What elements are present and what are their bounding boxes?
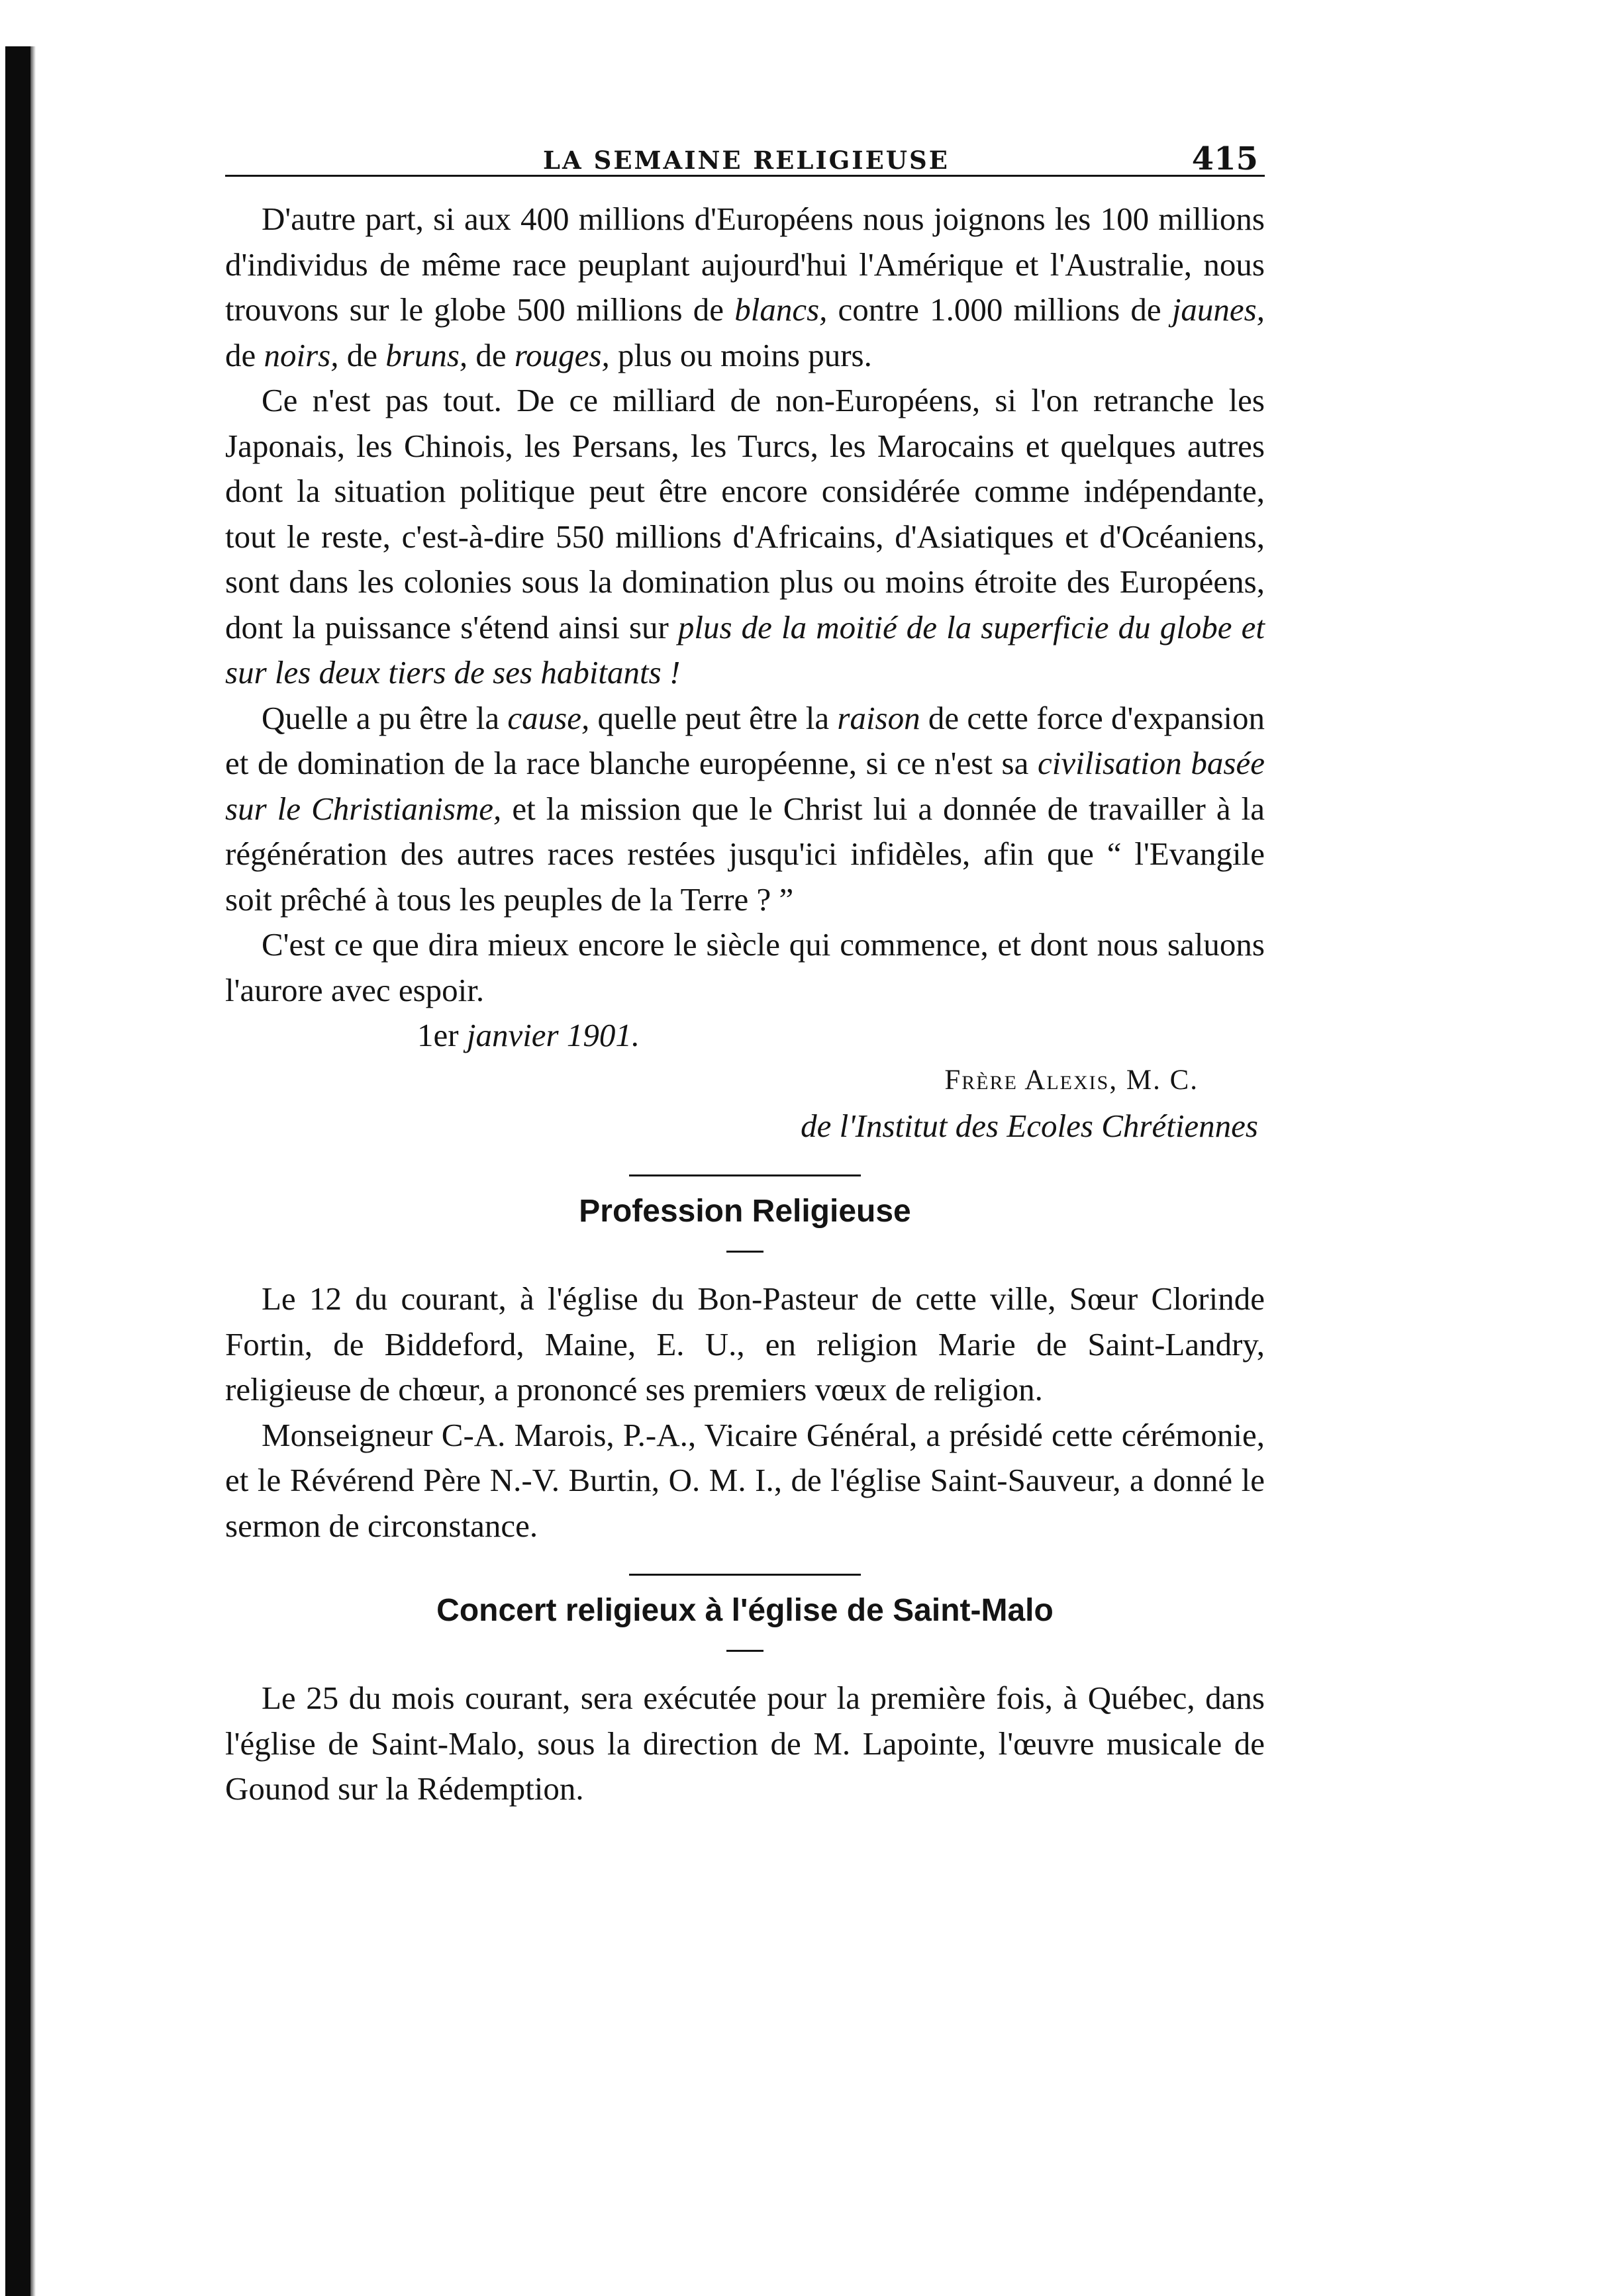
section-title: Profession Religieuse — [579, 1194, 911, 1229]
section-divider — [629, 1174, 861, 1176]
paragraph: Le 12 du courant, à l'église du Bon-Pasteur de cette ville, Sœur Clorinde Fortin, de Biddeford, Maine, E. U., en religion Marie de Saint-Landry, religieuse de chœur, a prononcé ses premiers vœux de religion. — [225, 1280, 1265, 1408]
dateline: 1er janvier 1901. — [417, 1017, 640, 1053]
page — [225, 126, 1265, 1812]
paragraph: Quelle a pu être la cause, quelle peut être la raison de cette force d'expansion et de domination de la race blanche européenne, si ce n'est sa civilisation basée sur le Christianisme, et la mission que le Christ lui a donnée de travailler à la régénération des autres races restées jusqu'ici infidèles, afin que “ l'Evangile soit prêché à tous les peuples de la Terre ? ” — [225, 699, 1265, 918]
running-title: LA SEMAINE RELIGIEUSE — [543, 146, 950, 175]
paragraph: Le 25 du mois courant, sera exécutée pour la première fois, à Québec, dans l'église de Saint-Malo, sous la direction de M. Lapointe, l'œuvre musicale de Gounod sur la Rédemption. — [225, 1680, 1265, 1807]
section-title: Concert religieux à l'église de Saint-Malo — [436, 1593, 1054, 1628]
paragraph: Monseigneur C-A. Marois, P.-A., Vicaire Général, a présidé cette cérémonie, et le Révérend Père N.-V. Burtin, O. M. I., de l'église Saint-Sauveur, a donné le sermon de circonstance. — [225, 1416, 1265, 1544]
paragraph: Ce n'est pas tout. De ce milliard de non-Européens, si l'on retranche les Japonais, les Chinois, les Persans, les Turcs, les Marocains et quelques autres dont la situation politique peut être encore considérée comme indépendante, tout le reste, c'est-à-dire 550 millions d'Africains, d'Asiatiques et d'Océaniens, sont dans les colonies sous la domination plus ou moins étroite des Européens, dont la puissance s'étend ainsi sur plus de la moitié de la superficie du globe et sur les deux tiers de ses habitants ! — [225, 382, 1265, 691]
signature: Frère Alexis, M. C. — [944, 1065, 1199, 1096]
paragraph: D'autre part, si aux 400 millions d'Européens nous joignons les 100 millions d'individus de même race peuplant aujourd'hui l'Amérique et l'Australie, nous trouvons sur le globe 500 millions de blancs, contre 1.000 millions de jaunes, de noirs, de bruns, de rouges, plus ou moins purs. — [225, 201, 1265, 373]
section-body — [225, 1276, 1265, 1549]
page-number: 415 — [1191, 140, 1258, 177]
affiliation: de l'Institut des Ecoles Chrétiennes — [801, 1108, 1258, 1144]
header-rule — [225, 175, 1265, 177]
title-dash — [726, 1650, 763, 1652]
section-divider — [629, 1574, 861, 1576]
binding-shadow-edge — [30, 46, 36, 2296]
paragraph: C'est ce que dira mieux encore le siècle qui commence, et dont nous saluons l'aurore avec espoir. — [225, 926, 1265, 1008]
binding-shadow — [5, 46, 30, 2296]
title-dash — [726, 1251, 763, 1253]
article-body — [225, 197, 1265, 1013]
running-head — [225, 126, 1265, 177]
section-body — [225, 1676, 1265, 1812]
